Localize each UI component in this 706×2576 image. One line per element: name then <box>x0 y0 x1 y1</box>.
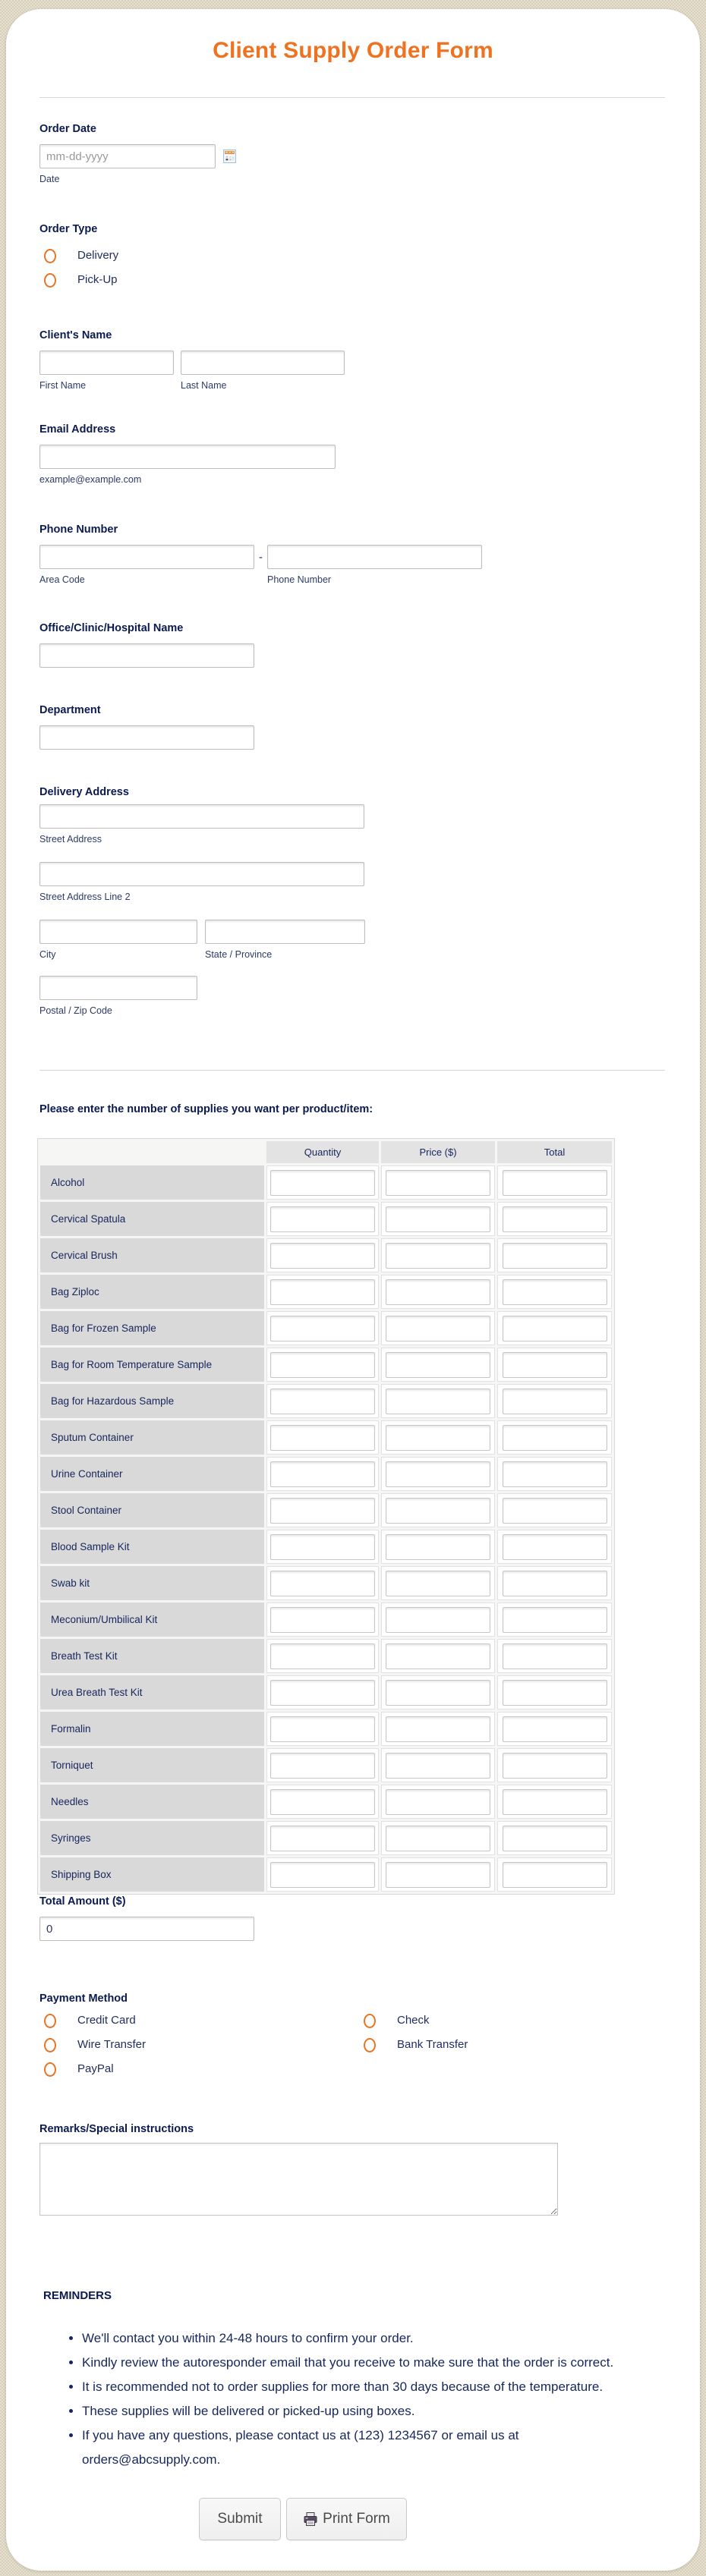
divider <box>39 97 665 98</box>
supply-name: Stool Container <box>40 1493 264 1527</box>
quantity-input[interactable] <box>270 1680 375 1706</box>
price-input[interactable] <box>386 1753 490 1779</box>
supply-name: Bag for Hazardous Sample <box>40 1384 264 1418</box>
last-name-input[interactable] <box>181 351 345 375</box>
radio-circle-icon[interactable] <box>44 273 56 288</box>
total-input[interactable] <box>503 1789 607 1815</box>
supply-name: Bag for Frozen Sample <box>40 1311 264 1345</box>
supply-row <box>40 1275 612 1309</box>
supply-row <box>40 1712 612 1746</box>
question-payment-method <box>39 1991 667 2085</box>
reminder-item: • We'll contact you within 24-48 hours to confirm your order. <box>82 2326 659 2351</box>
radio-circle-icon[interactable] <box>44 2014 56 2028</box>
state-input[interactable] <box>205 920 365 944</box>
supply-name: Bag Ziploc <box>40 1275 264 1309</box>
quantity-input[interactable] <box>270 1425 375 1451</box>
radio-option[interactable] <box>39 247 667 264</box>
quantity-input[interactable] <box>270 1607 375 1633</box>
supply-name: Breath Test Kit <box>40 1639 264 1673</box>
quantity-input[interactable] <box>270 1170 375 1196</box>
radio-option-label: Pick-Up <box>77 273 118 286</box>
supply-row <box>40 1748 612 1782</box>
reminder-item: • These supplies will be delivered or picked-up using boxes. <box>82 2399 659 2423</box>
form-title: Client Supply Order Form <box>213 38 493 63</box>
supply-row <box>40 1348 612 1382</box>
total-input[interactable] <box>503 1389 607 1414</box>
supply-name: Torniquet <box>40 1748 264 1782</box>
phone-number-sublabel: Phone Number <box>267 574 332 585</box>
office-label: Office/Clinic/Hospital Name <box>39 622 184 634</box>
question-delivery-address <box>39 785 667 1017</box>
radio-option-label: Credit Card <box>77 2014 136 2027</box>
total-input[interactable] <box>503 1352 607 1378</box>
quantity-input[interactable] <box>270 1753 375 1779</box>
supply-name: Swab kit <box>40 1566 264 1600</box>
supplies-header-blank <box>40 1141 264 1163</box>
phone-number-input[interactable] <box>267 545 482 569</box>
price-input[interactable] <box>386 1279 490 1305</box>
quantity-input[interactable] <box>270 1389 375 1414</box>
price-input[interactable] <box>386 1716 490 1742</box>
question-supplies <box>39 1102 667 1895</box>
total-input[interactable] <box>503 1461 607 1487</box>
order-type-label: Order Type <box>39 223 98 235</box>
quantity-input[interactable] <box>270 1571 375 1596</box>
quantity-input[interactable] <box>270 1498 375 1524</box>
office-input[interactable] <box>39 643 254 668</box>
question-order-type <box>39 222 667 296</box>
supply-row <box>40 1457 612 1491</box>
price-input[interactable] <box>386 1607 490 1633</box>
radio-circle-icon[interactable] <box>364 2014 376 2028</box>
price-input[interactable] <box>386 1316 490 1341</box>
reminder-item: • If you have any questions, please contact us at (123) 1234567 or email us at orders@abcsupply.com. <box>82 2423 659 2472</box>
radio-option-label: Check <box>397 2014 430 2027</box>
order-date-label: Order Date <box>39 123 96 135</box>
quantity-input[interactable] <box>270 1534 375 1560</box>
supply-name: Needles <box>40 1785 264 1819</box>
reminders-list <box>39 2326 659 2472</box>
price-input[interactable] <box>386 1352 490 1378</box>
supply-row <box>40 1493 612 1527</box>
total-amount-input[interactable] <box>39 1917 254 1941</box>
remarks-label: Remarks/Special instructions <box>39 2123 194 2135</box>
question-email <box>39 422 667 486</box>
price-input[interactable] <box>386 1643 490 1669</box>
client-name-label: Client's Name <box>39 329 112 341</box>
quantity-input[interactable] <box>270 1461 375 1487</box>
order-type-options <box>39 247 667 288</box>
city-sublabel: City <box>39 949 56 960</box>
price-input[interactable] <box>386 1425 490 1451</box>
street-address2-input[interactable] <box>39 862 364 886</box>
area-code-input[interactable] <box>39 545 254 569</box>
price-input[interactable] <box>386 1498 490 1524</box>
question-department <box>39 703 667 750</box>
question-phone <box>39 522 667 586</box>
price-input[interactable] <box>386 1789 490 1815</box>
radio-option-label: Delivery <box>77 249 119 262</box>
supplies-header-price: Price ($) <box>381 1141 495 1163</box>
city-input[interactable] <box>39 920 197 944</box>
supply-name: Alcohol <box>40 1165 264 1200</box>
supply-name: Bag for Room Temperature Sample <box>40 1348 264 1382</box>
supplies-header-total: Total <box>497 1141 612 1163</box>
question-remarks <box>39 2122 667 2219</box>
quantity-input[interactable] <box>270 1716 375 1742</box>
price-input[interactable] <box>386 1389 490 1414</box>
total-input[interactable] <box>503 1425 607 1451</box>
reminder-item: • Kindly review the autoresponder email that you receive to make sure that the order is correct. <box>82 2351 659 2375</box>
first-name-input[interactable] <box>39 351 174 375</box>
supplies-intro-label: Please enter the number of supplies you want per product/item: <box>39 1103 373 1115</box>
price-input[interactable] <box>386 1243 490 1269</box>
question-client-name <box>39 328 667 392</box>
street-address-sublabel: Street Address <box>39 834 102 845</box>
radio-option[interactable] <box>39 272 667 288</box>
price-input[interactable] <box>386 1571 490 1596</box>
payment-options-left <box>39 2012 667 2077</box>
total-input[interactable] <box>503 1680 607 1706</box>
supply-row <box>40 1821 612 1855</box>
quantity-input[interactable] <box>270 1279 375 1305</box>
supply-row <box>40 1785 612 1819</box>
form-card <box>6 9 700 2571</box>
radio-circle-icon[interactable] <box>364 2038 376 2052</box>
email-input[interactable] <box>39 445 336 469</box>
last-name-sublabel: Last Name <box>181 380 227 391</box>
supplies-header-row <box>40 1141 612 1163</box>
department-input[interactable] <box>39 725 254 750</box>
radio-circle-icon[interactable] <box>44 249 56 263</box>
radio-option-label: Wire Transfer <box>77 2038 147 2051</box>
supply-name: Sputum Container <box>40 1420 264 1455</box>
delivery-address-label: Delivery Address <box>39 786 129 798</box>
price-input[interactable] <box>386 1826 490 1851</box>
remarks-textarea[interactable] <box>39 2143 558 2216</box>
price-input[interactable] <box>386 1206 490 1232</box>
radio-option-label: Bank Transfer <box>397 2038 468 2051</box>
form-actions <box>199 2498 407 2540</box>
supplies-table <box>37 1138 615 1895</box>
quantity-input[interactable] <box>270 1352 375 1378</box>
total-amount-label: Total Amount ($) <box>39 1895 126 1908</box>
quantity-input[interactable] <box>270 1643 375 1669</box>
supply-row <box>40 1311 612 1345</box>
total-input[interactable] <box>503 1826 607 1851</box>
print-button-label: Print Form <box>323 2511 390 2527</box>
supply-row <box>40 1384 612 1418</box>
total-input[interactable] <box>503 1206 607 1232</box>
divider <box>39 1070 665 1071</box>
price-input[interactable] <box>386 1534 490 1560</box>
phone-label: Phone Number <box>39 524 118 536</box>
department-label: Department <box>39 704 101 716</box>
radio-option[interactable] <box>39 2012 667 2029</box>
total-input[interactable] <box>503 1170 607 1196</box>
price-input[interactable] <box>386 1680 490 1706</box>
first-name-sublabel: First Name <box>39 380 87 391</box>
quantity-input[interactable] <box>270 1206 375 1232</box>
supply-row <box>40 1639 612 1673</box>
total-input[interactable] <box>503 1716 607 1742</box>
supply-row <box>40 1165 612 1200</box>
supply-row <box>40 1566 612 1600</box>
order-date-sublabel: Date <box>39 174 60 184</box>
supply-row <box>40 1238 612 1272</box>
calendar-icon[interactable] <box>223 149 236 163</box>
order-date-input[interactable] <box>39 144 216 168</box>
quantity-input[interactable] <box>270 1789 375 1815</box>
radio-circle-icon[interactable] <box>44 2038 56 2052</box>
submit-button[interactable] <box>199 2498 281 2540</box>
supply-name: Syringes <box>40 1821 264 1855</box>
total-input[interactable] <box>503 1571 607 1596</box>
supply-row <box>40 1857 612 1892</box>
supplies-header-quantity: Quantity <box>266 1141 379 1163</box>
postal-code-input[interactable] <box>39 976 197 1000</box>
total-input[interactable] <box>503 1607 607 1633</box>
radio-option[interactable] <box>39 2061 667 2077</box>
supply-row <box>40 1202 612 1236</box>
supply-name: Formalin <box>40 1712 264 1746</box>
total-input[interactable] <box>503 1243 607 1269</box>
radio-circle-icon[interactable] <box>44 2062 56 2077</box>
total-input[interactable] <box>503 1643 607 1669</box>
payment-options-right <box>359 2012 468 2061</box>
email-sublabel: example@example.com <box>39 474 142 485</box>
radio-option[interactable] <box>359 2037 468 2053</box>
supply-row <box>40 1530 612 1564</box>
quantity-input[interactable] <box>270 1826 375 1851</box>
quantity-input[interactable] <box>270 1243 375 1269</box>
reminder-item: • It is recommended not to order supplies for more than 30 days because of the temperature. <box>82 2375 659 2399</box>
supply-name: Urea Breath Test Kit <box>40 1675 264 1709</box>
question-order-date <box>39 121 667 185</box>
state-sublabel: State / Province <box>205 949 273 960</box>
supply-name: Blood Sample Kit <box>40 1530 264 1564</box>
radio-option[interactable] <box>39 2037 667 2053</box>
price-input[interactable] <box>386 1862 490 1888</box>
supply-name: Shipping Box <box>40 1857 264 1892</box>
supply-name: Meconium/Umbilical Kit <box>40 1603 264 1637</box>
quantity-input[interactable] <box>270 1862 375 1888</box>
street-address2-sublabel: Street Address Line 2 <box>39 892 131 902</box>
submit-button-label: Submit <box>217 2511 263 2527</box>
radio-option[interactable] <box>359 2012 468 2029</box>
payment-method-label: Payment Method <box>39 1993 128 2005</box>
area-code-sublabel: Area Code <box>39 574 85 585</box>
quantity-input[interactable] <box>270 1316 375 1341</box>
reminders-section <box>39 2288 667 2472</box>
supply-row <box>40 1603 612 1637</box>
street-address-input[interactable] <box>39 804 364 829</box>
print-form-button[interactable] <box>286 2498 407 2540</box>
price-input[interactable] <box>386 1170 490 1196</box>
email-label: Email Address <box>39 423 116 436</box>
supply-row <box>40 1675 612 1709</box>
supply-name: Cervical Spatula <box>40 1202 264 1236</box>
supply-row <box>40 1420 612 1455</box>
total-input[interactable] <box>503 1498 607 1524</box>
total-input[interactable] <box>503 1862 607 1888</box>
total-input[interactable] <box>503 1753 607 1779</box>
supply-name: Cervical Brush <box>40 1238 264 1272</box>
radio-option-label: PayPal <box>77 2062 114 2075</box>
price-input[interactable] <box>386 1461 490 1487</box>
question-total-amount <box>39 1894 667 1941</box>
total-input[interactable] <box>503 1316 607 1341</box>
total-input[interactable] <box>503 1534 607 1560</box>
postal-code-sublabel: Postal / Zip Code <box>39 1005 112 1016</box>
total-input[interactable] <box>503 1279 607 1305</box>
phone-separator: - <box>259 550 263 564</box>
question-office <box>39 621 667 668</box>
reminders-heading: REMINDERS <box>43 2289 112 2302</box>
supply-name: Urine Container <box>40 1457 264 1491</box>
printer-icon <box>303 2512 318 2527</box>
